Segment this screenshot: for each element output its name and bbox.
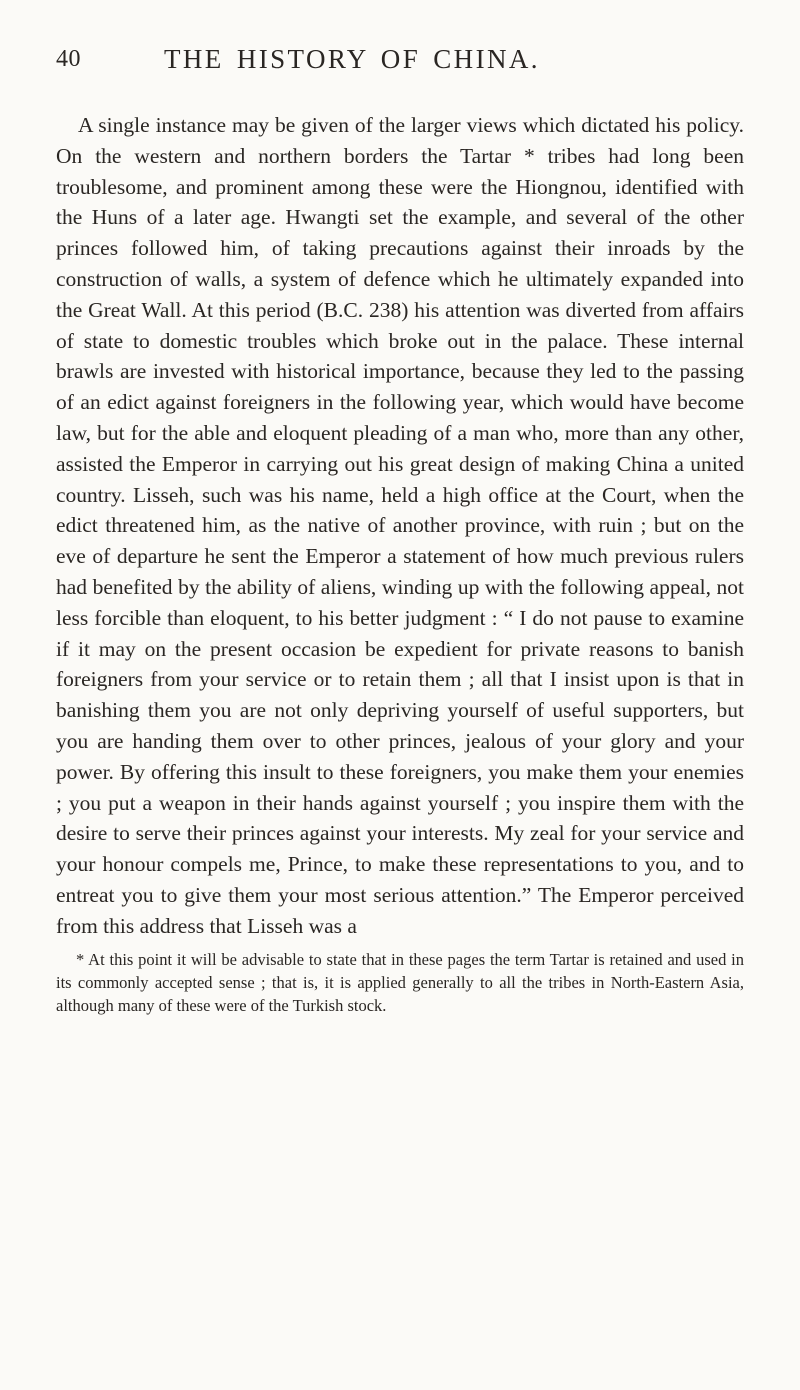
- footnote: * At this point it will be advisable to state that in these pages the term Tartar is retained and used in its commonly accepted sense ; that is, it is applied generally to all the tribes in North-Eastern Asia, although many of these were of the Turkish stock.: [56, 949, 744, 1015]
- body-paragraph: A single instance may be given of the larger views which dictated his policy. On the western and northern borders the Tartar * tribes had long been troublesome, and prominent among these were the Hiongnou, identified with the Huns of a later age. Hwangti set the example, and several of the other princes followed him, of taking precautions against their inroads by the construction of walls, a system of defence which he ultimately expanded into the Great Wall. At this period (B.C. 238) his attention was diverted from affairs of state to domestic troubles which broke out in the palace. These internal brawls are invested with historical importance, because they led to the passing of an edict against foreigners in the following year, which would have become law, but for the able and eloquent pleading of a man who, more than any other, assisted the Emperor in carrying out his great design of making China a united country. Lisseh, such was his name, held a high office at the Court, when the edict threatened him, as the native of another province, with ruin ; but on the eve of departure he sent the Emperor a statement of how much previous rulers had benefited by the ability of aliens, winding up with the following appeal, not less forcible than eloquent, to his better judgment : “ I do not pause to examine if it may on the present occasion be expedient for private reasons to banish foreigners from your service or to retain them ; all that I insist upon is that in banishing them you are not only depriving yourself of useful supporters, but you are handing them over to other princes, jealous of your glory and your power. By offering this insult to these foreigners, you make them your enemies ; you put a weapon in their hands against yourself ; you inspire them with the desire to serve their princes against your interests. My zeal for your service and your honour compels me, Prince, to make these representations to you, and to entreat you to give them your most serious attention.” The Emperor perceived from this address that Lisseh was a: [56, 113, 744, 938]
- running-title: THE HISTORY OF CHINA.: [164, 44, 540, 74]
- page-number: 40: [56, 46, 81, 72]
- running-head: [56, 40, 744, 92]
